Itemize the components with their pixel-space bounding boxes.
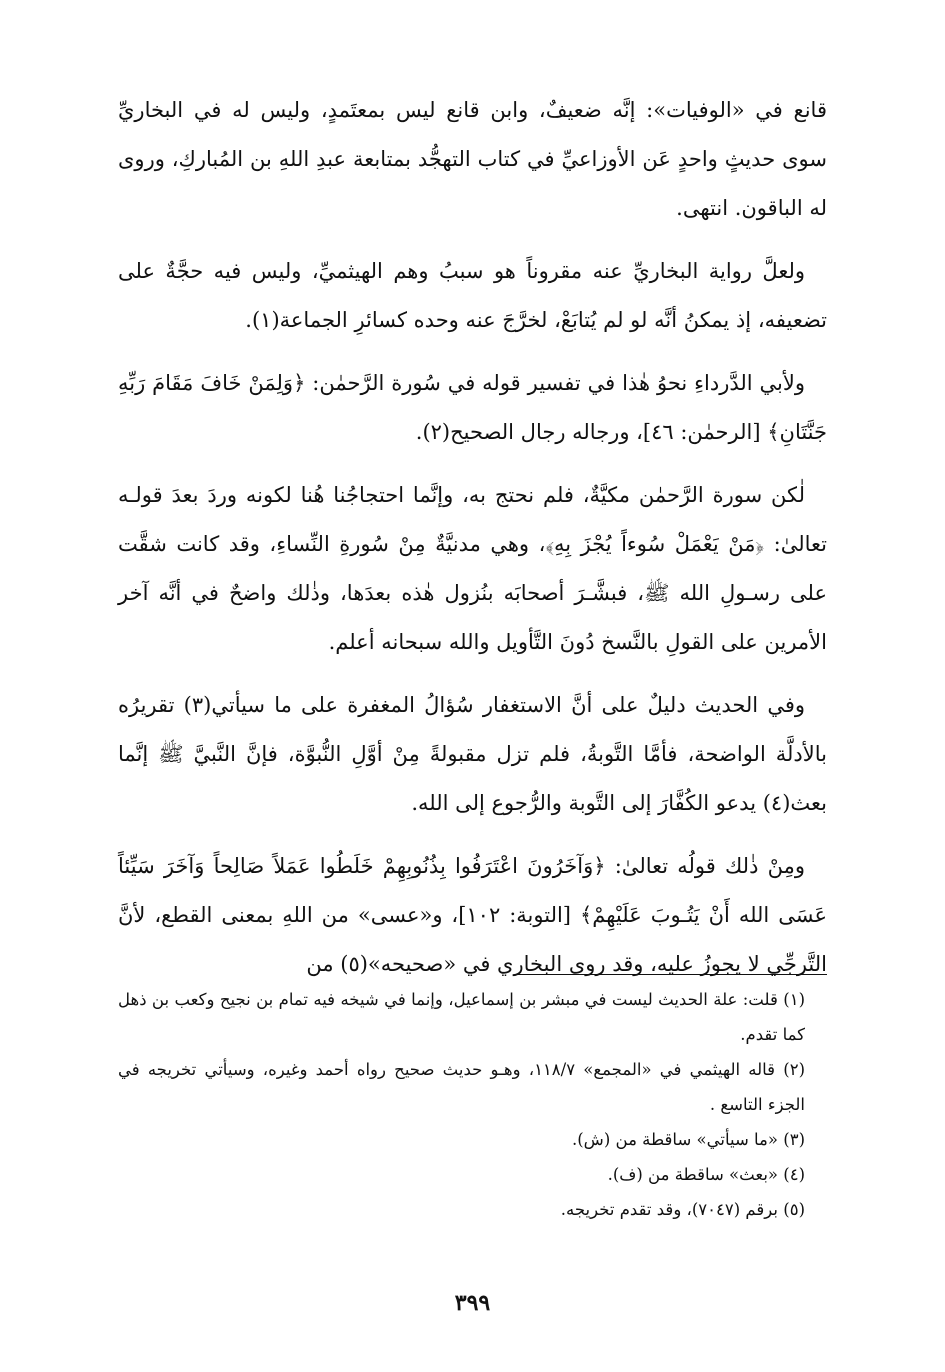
paragraph-6: ومِنْ ذٰلك قولُه تعالىٰ: ﴿وَآخَرُونَ اعْتَرَفُوا بِذُنُوبِهِمْ خَلَطُوا عَمَلاً صَالِحاً وَآخَرَ سَيِّئاً عَسَى الله أَنْ يَتُـوبَ عَلَيْهِمْ﴾ [التوبة: ١٠٢]، و«عسى» من اللهِ بمعنى القطع، لأنَّ التَّرجِّي لا يجوزُ عليه، وقد روى البخاري في «صحيحه»(٥) من [118,854,827,976]
paragraph-3: ولأبي الدَّرداءِ نحوُ هٰذا في تفسير قوله في سُورة الرَّحمٰن: ﴿وَلِمَنْ خَافَ مَقَامَ رَبِّهِ جَنَّتَانِ﴾ [الرحمٰن: ٤٦]، ورجاله رجال الصحيح(٢). [118,371,827,444]
paragraph-1: قانع في «الوفيات»: إنَّه ضعيفٌ، وابن قانع ليس بمعتَمدٍ، وليس له في البخاريِّ سوى حديثٍ واحدٍ عَن الأوزاعيِّ في كتاب التهجُّد بمتابعة عبدِ اللهِ بن المُباركِ، وروى له الباقون. انتهى. [118,98,827,220]
footnote-4: (٤) «بعث» ساقطة من (ف). [607,1165,805,1184]
footnotes [118,982,827,1227]
footnote-3: (٣) «ما سيأتي» ساقطة من (ش). [572,1130,805,1149]
paragraph-2: ولعلَّ رواية البخاريِّ عنه مقروناً هو سببُ وهم الهيثميِّ، وليس فيه حجَّةٌ على تضعيفه، إذ يمكنُ أنَّه لو لم يُتابَعْ، لخرَّجَ عنه وحده كسائرِ الجماعة(١). [118,259,827,332]
main-text [118,86,827,1003]
paragraph-5: وفي الحديث دليلٌ على أنَّ الاستغفار سُؤالُ المغفرة على ما سيأتي(٣) تقريرُه بالأدلَّة الواضحة، فأمَّا التَّوبةُ، فلم تزل مقبولةً مِنْ أوَّلِ النُّبوَّة، فإنَّ النَّبيَّ ﷺ إنَّما بعث(٤) يدعو الكُفَّارَ إلى التَّوبة والرُّجوع إلى الله. [118,693,827,815]
page-number: ٣٩٩ [454,1290,491,1316]
footnote-separator [517,974,827,975]
paragraph-4: لٰكن سورة الرَّحمٰن مكيَّةٌ، فلم نحتج به، وإنَّما احتجاجُنا هُنا لكونه وردَ بعدَ قولـه تعالىٰ: ﴿مَنْ يَعْمَلْ سُوءاً يُجْزَ بِهِ﴾، وهي مدنيَّةٌ مِنْ سُورةِ النِّساءِ، وقد كانت شقَّت على رسـولِ الله ﷺ، فبشَّـرَ أصحابَه بنُزول هٰذه بعدَها، وذٰلك واضحٌ في أنَّه آخر الأمرين على القولِ بالنَّسخ دُونَ التَّأويل والله سبحانه أعلم. [118,483,827,654]
footnote-1: (١) قلت: علة الحديث ليست في مبشر بن إسماعيل، وإنما في شيخه فيه تمام بن نجيح وكعب بن ذهل كما تقدم. [118,990,805,1044]
footnote-5: (٥) برقم (٧٠٤٧)، وقد تقدم تخريجه. [560,1200,805,1219]
footnote-2: (٢) قاله الهيثمي في «المجمع» ١١٨/٧، وهـو حديث صحيح رواه أحمد وغيره، وسيأتي تخريجه في الجزء التاسع . [118,1060,805,1114]
